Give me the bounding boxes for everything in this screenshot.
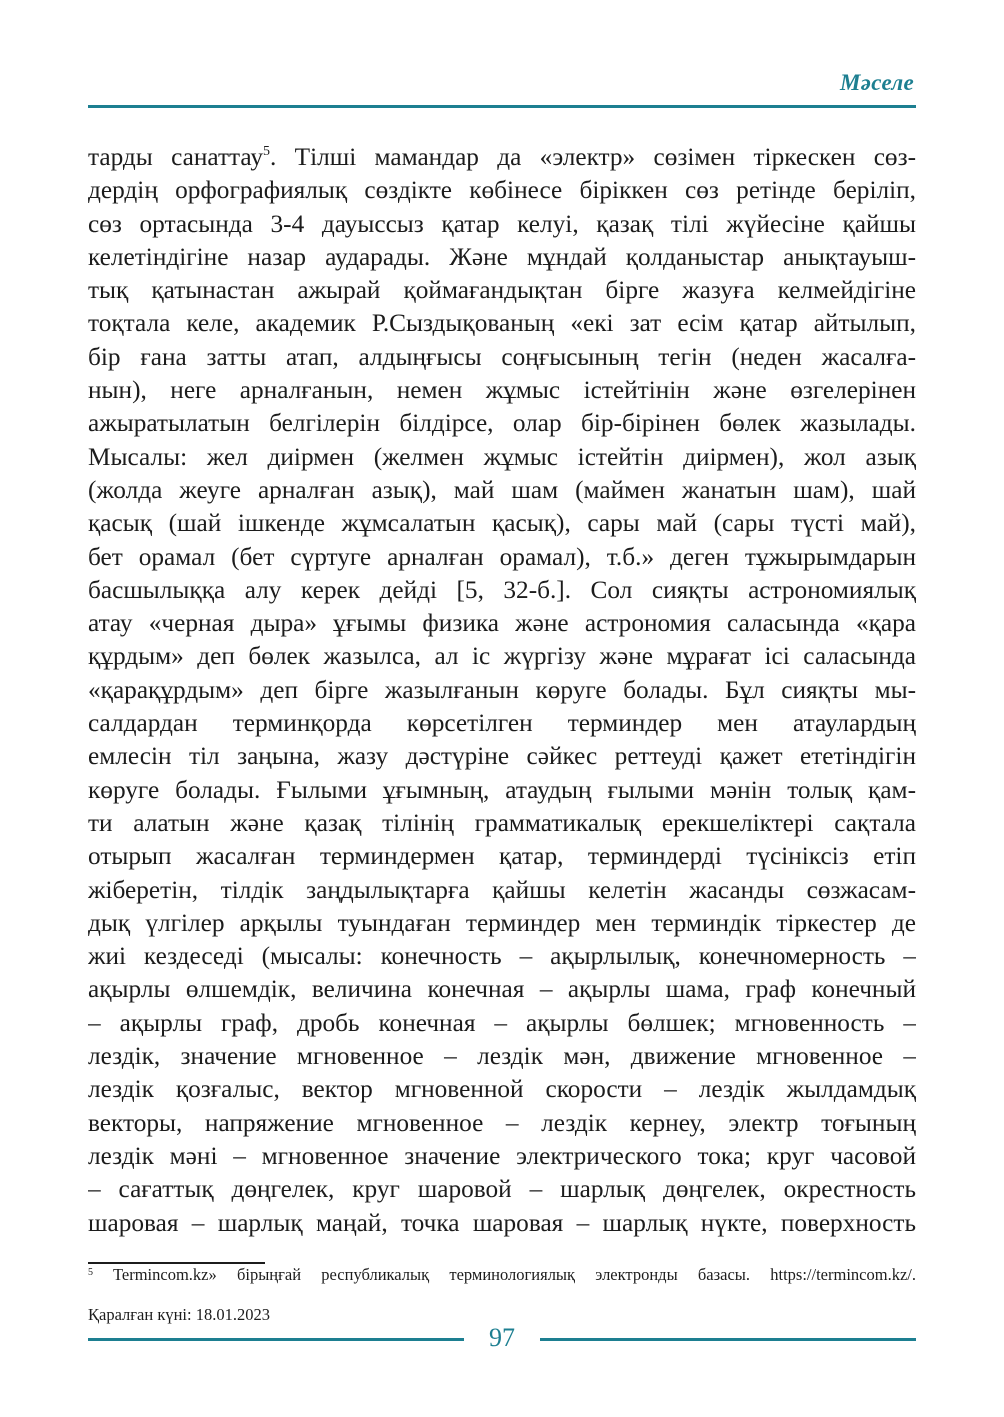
footnote-rule: [88, 1262, 265, 1264]
body-line-text: – сағаттық дөңгелек, круг шаровой – шарлық дөңгелек, окрестность: [88, 1175, 916, 1204]
body-line: [88, 973, 916, 1006]
body-line-text: атау «черная дыра» ұғымы физика және астрономия саласында «қара: [88, 609, 916, 638]
body-line-text: ақырлы өлшемдік, величина конечная – ақырлы шама, граф конечный: [88, 975, 916, 1004]
footer-rule-right: [540, 1338, 916, 1341]
footnote-line: [88, 1265, 916, 1305]
body-line-text: лездік, значение мгновенное – лездік мән, движение мгновенное –: [88, 1042, 916, 1071]
body-line: [88, 541, 916, 574]
body-line-text: келетіндігіне назар аударады. Және мұндай қолданыстар анықтауыш-: [88, 242, 916, 271]
body-line: [88, 574, 916, 607]
body-line: [88, 1140, 916, 1173]
body-line: [88, 141, 916, 174]
body-line-text: басшылыққа алу керек дейді [5, 32-б.]. Сол сияқты астрономиялық: [88, 575, 916, 604]
body-line: [88, 174, 916, 207]
body-line: [88, 640, 916, 673]
page-number: 97: [489, 1323, 515, 1352]
body-line-text: құрдым» деп бөлек жазылса, ал іс жүргізу және мұрағат ісі саласында: [88, 642, 916, 671]
body-line-text: тық қатынастан ажырай қоймағандықтан бірге жазуға келмейдігіне: [88, 276, 916, 305]
body-line-text: векторы, напряжение мгновенное – лездік кернеу, электр тоғының: [88, 1108, 916, 1137]
body-line-text: салдардан терминқорда көрсетілген терминдер мен атаулардың: [88, 709, 916, 738]
body-line: [88, 1107, 916, 1140]
body-line: [88, 507, 916, 540]
body-line-text: отырып жасалған терминдермен қатар, терминдерді түсініксіз етіп: [88, 842, 916, 871]
body-line-text: лездік қозғалыс, вектор мгновенной скорости – лездік жылдамдық: [88, 1075, 916, 1104]
body-line: [88, 341, 916, 374]
body-line: [88, 807, 916, 840]
body-line-text: сөз ортасында 3-4 дауыссыз қатар келуі, қазақ тілі жүйесіне қайшы: [88, 209, 916, 238]
body-text: [88, 141, 916, 1240]
body-line-text: Мысалы: жел диірмен (желмен жұмыс істейтін диірмен), жол азық: [88, 442, 916, 471]
body-line-end: . Тілші мамандар да «электр» сөзімен тіркескен сөз-: [269, 143, 916, 171]
body-line: [88, 208, 916, 241]
body-line-text: ажыратылатын белгілерін білдірсе, олар бір-бірінен бөлек жазылады.: [88, 409, 916, 438]
body-line: [88, 407, 916, 440]
body-line: [88, 374, 916, 407]
footnote: [88, 1265, 916, 1325]
body-line: [88, 907, 916, 940]
body-line-text: емлесін тіл заңына, жазу дәстүріне сәйкес реттеуді қажет ететіндігін: [88, 742, 916, 771]
body-lines: [88, 174, 916, 1240]
body-line-text: шаровая – шарлық маңай, точка шаровая – шарлық нүкте, поверхность: [88, 1208, 916, 1237]
footnote-line: Қаралған күні: 18.01.2023: [88, 1305, 270, 1324]
body-line-text: бет орамал (бет сүртуге арналған орамал), т.б.» деген тұжырымдарын: [88, 542, 916, 571]
body-line-text: бір ғана затты атап, алдыңғысы соңғысының тегін (неден жасалға-: [88, 342, 916, 371]
body-line-text: жіберетін, тілдік заңдылықтарға қайшы келетін жасанды сөзжасам-: [88, 875, 916, 904]
footer-rule-left: [88, 1338, 464, 1341]
body-line-start: тарды санаттау: [88, 143, 263, 171]
body-line-text: лездік мәні – мгновенное значение электрического тока; круг часовой: [88, 1141, 916, 1170]
body-line-text: көруге болады. Ғылыми ұғымның, атаудың ғылыми мәнін толық қам-: [88, 775, 916, 804]
body-line-text: жиі кездеседі (мысалы: конечность – ақырлылық, конечномерность –: [88, 942, 916, 971]
body-line: [88, 1207, 916, 1240]
header-rule: [88, 105, 916, 108]
body-line: [88, 441, 916, 474]
body-line-text: тоқтала келе, академик Р.Сыздықованың «екі зат есім қатар айтылып,: [88, 309, 916, 338]
body-line: [88, 607, 916, 640]
body-line-text: қасық (шай ішкенде жұмсалатын қасық), сары май (сары түсті май),: [88, 509, 916, 538]
footnote-text: Termincom.kz» бірыңғай республикалық терминологиялық электронды базасы. https://termincom.kz/.: [93, 1265, 916, 1284]
running-header-title: Мәселе: [839, 70, 914, 95]
body-line-text: дердің орфографиялық сөздікте көбінесе біріккен сөз ретінде беріліп,: [88, 176, 916, 205]
body-line: [88, 1040, 916, 1073]
body-line: [88, 707, 916, 740]
body-line-text: – ақырлы граф, дробь конечная – ақырлы бөлшек; мгновенность –: [88, 1008, 916, 1037]
body-line: [88, 241, 916, 274]
body-line: [88, 774, 916, 807]
footnote-marker: 5: [88, 1267, 93, 1278]
body-line: [88, 1073, 916, 1106]
body-line-text: «қарақұрдым» деп бірге жазылғанын көруге болады. Бұл сияқты мы-: [88, 675, 916, 704]
footnote-reference[interactable]: 5: [262, 144, 270, 159]
body-line: [88, 840, 916, 873]
body-line: [88, 674, 916, 707]
body-line: [88, 940, 916, 973]
body-line: [88, 1007, 916, 1040]
body-line-text: нын), неге арналғанын, немен жұмыс істейтінін және өзгелерінен: [88, 376, 916, 405]
body-line-text: ти алатын және қазақ тілінің грамматикалық ерекшеліктері сақтала: [88, 808, 916, 837]
body-line: [88, 307, 916, 340]
body-line: [88, 1173, 916, 1206]
body-line: [88, 740, 916, 773]
body-line-text: (жолда жеуге арналған азық), май шам (маймен жанатын шам), шай: [88, 475, 916, 504]
body-line-text: дық үлгілер арқылы туындаған терминдер мен терминдік тіркестер де: [88, 908, 916, 937]
body-line: [88, 274, 916, 307]
body-line: [88, 474, 916, 507]
body-line: [88, 874, 916, 907]
